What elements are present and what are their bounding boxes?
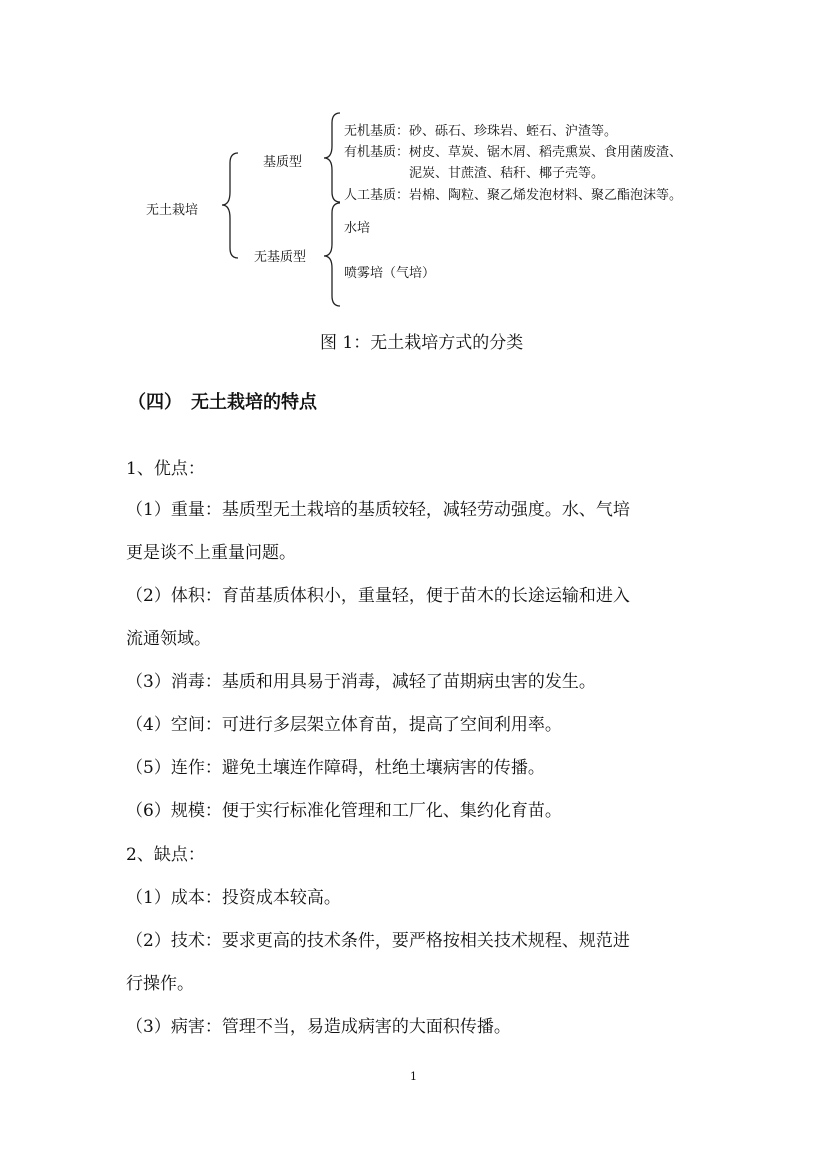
advantage-5: （5）连作：避免土壤连作障碍，杜绝土壤病害的传播。 bbox=[126, 758, 545, 778]
section-heading: （四） 无土栽培的特点 bbox=[128, 392, 317, 413]
diagram-artificial: 人工基质：岩棉、陶粒、聚乙烯发泡材料、聚乙酯泡沫等。 bbox=[344, 188, 683, 203]
figure-caption: 图 1：无土栽培方式的分类 bbox=[320, 333, 524, 353]
diagram-water-culture: 水培 bbox=[344, 221, 371, 236]
disadvantage-2-line2: 行操作。 bbox=[126, 974, 194, 994]
advantages-title: 1、优点： bbox=[126, 459, 205, 479]
page-number: 1 bbox=[410, 1070, 417, 1083]
diagram-inorganic: 无机基质：砂、砾石、珍珠岩、蛭石、沪渣等。 bbox=[344, 124, 618, 139]
advantage-1-line2: 更是谈不上重量问题。 bbox=[126, 543, 296, 563]
advantage-1-line1: （1）重量：基质型无土栽培的基质较轻，减轻劳动强度。水、气培 bbox=[126, 500, 630, 520]
advantage-2-line1: （2）体积：育苗基质体积小，重量轻，便于苗木的长途运输和进入 bbox=[126, 586, 630, 606]
non-substrate-brace bbox=[324, 203, 340, 306]
diagram-organic-line2: 泥炭、甘蔗渣、秸秆、椰子壳等。 bbox=[409, 166, 605, 181]
diagram-root-label: 无土栽培 bbox=[146, 203, 199, 218]
advantage-2-line2: 流通领域。 bbox=[126, 629, 211, 649]
diagram-aeroponics: 喷雾培（气培） bbox=[344, 266, 436, 281]
substrate-brace bbox=[324, 113, 340, 202]
root-brace bbox=[222, 153, 238, 258]
diagram-organic-line1: 有机基质：树皮、草炭、锯木屑、稻壳熏炭、食用菌废渣、 bbox=[344, 145, 683, 160]
advantage-3: （3）消毒：基质和用具易于消毒，减轻了苗期病虫害的发生。 bbox=[126, 672, 596, 692]
disadvantages-title: 2、缺点： bbox=[126, 845, 205, 865]
diagram-substrate-label: 基质型 bbox=[263, 155, 303, 170]
diagram-non-substrate-label: 无基质型 bbox=[254, 250, 307, 265]
disadvantage-1: （1）成本：投资成本较高。 bbox=[126, 888, 341, 908]
disadvantage-3: （3）病害：管理不当，易造成病害的大面积传播。 bbox=[126, 1017, 511, 1037]
advantage-4: （4）空间：可进行多层架立体育苗，提高了空间利用率。 bbox=[126, 715, 562, 735]
disadvantage-2-line1: （2）技术：要求更高的技术条件，要严格按相关技术规程、规范进 bbox=[126, 931, 630, 951]
advantage-6: （6）规模：便于实行标准化管理和工厂化、集约化育苗。 bbox=[126, 801, 562, 821]
